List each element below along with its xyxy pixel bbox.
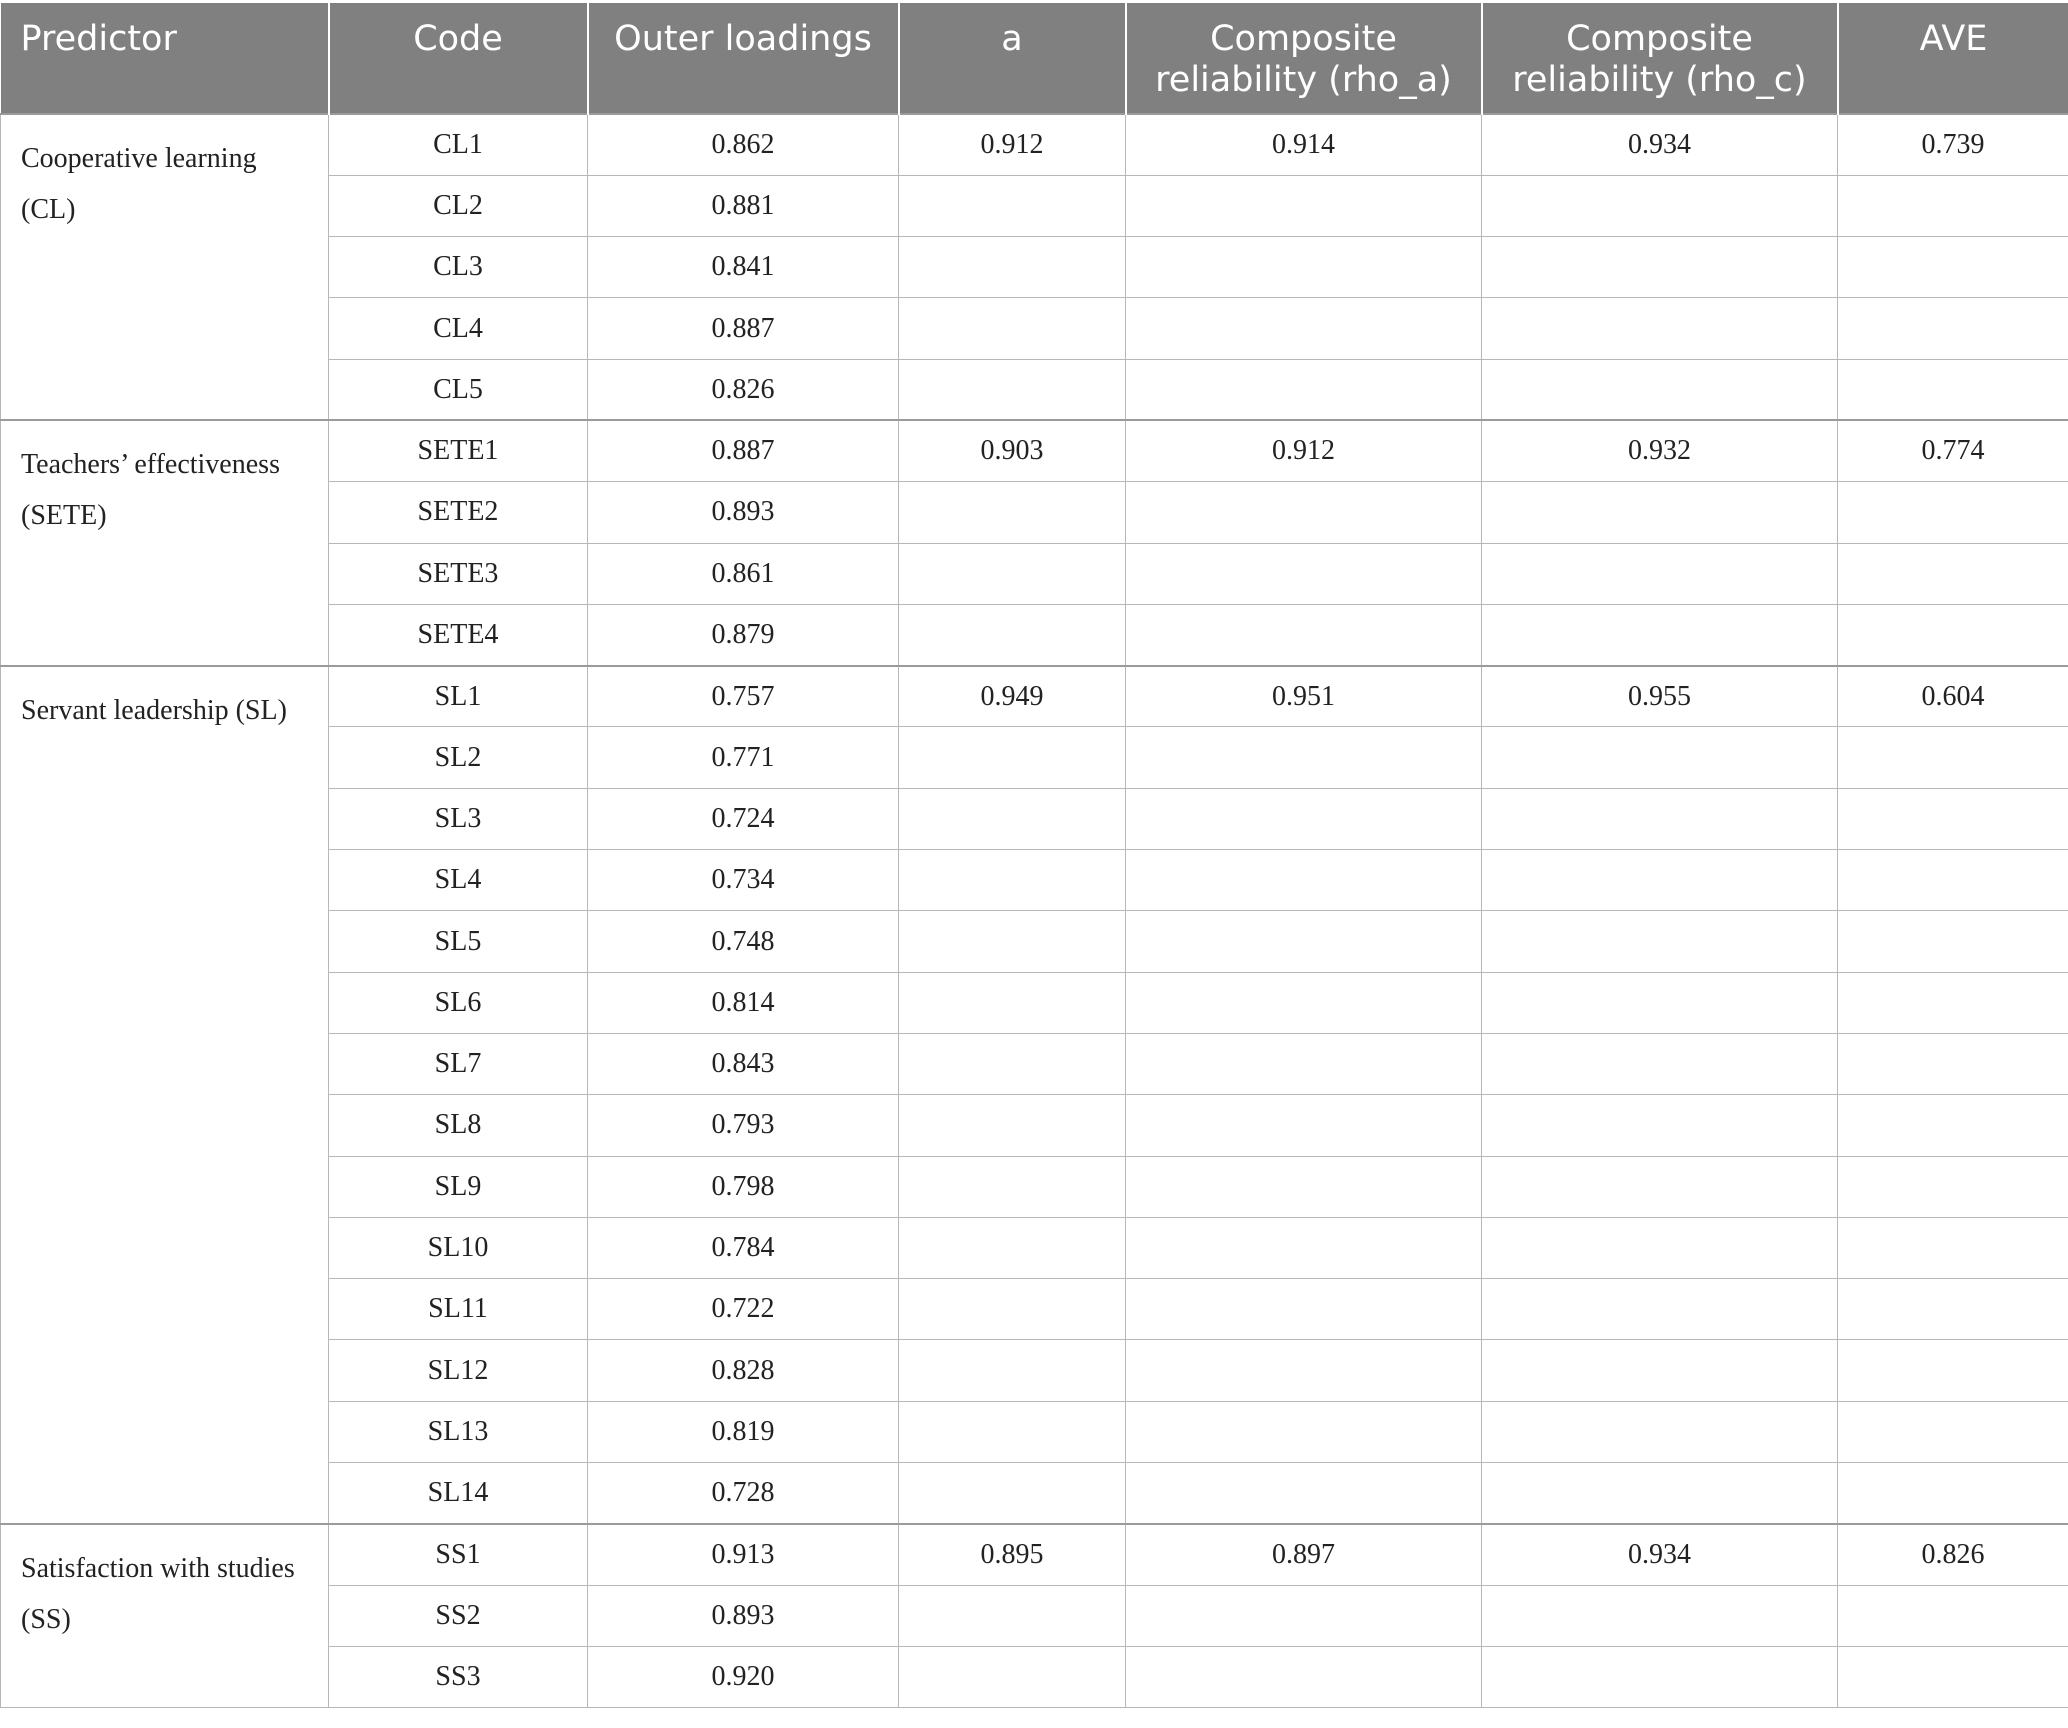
rho-a-cell-empty	[1126, 727, 1482, 788]
predictor-cell: Satisfaction with studies (SS)	[1, 1524, 329, 1708]
ave-cell-empty	[1838, 1646, 2068, 1707]
code-cell: SS1	[329, 1524, 588, 1585]
ave-cell-empty	[1838, 1156, 2068, 1217]
header-row	[1, 3, 2068, 114]
code-cell: SL14	[329, 1463, 588, 1524]
ave-cell: 0.774	[1838, 420, 2068, 481]
outer-loading-cell: 0.757	[588, 666, 899, 727]
ave-cell-empty	[1838, 972, 2068, 1033]
ave-cell: 0.739	[1838, 114, 2068, 175]
header-ave: AVE	[1838, 3, 2068, 114]
outer-loading-cell: 0.734	[588, 850, 899, 911]
ave-cell-empty	[1838, 604, 2068, 665]
rho-c-cell-empty	[1482, 1401, 1838, 1462]
code-cell: SETE4	[329, 604, 588, 665]
rho-a-cell: 0.897	[1126, 1524, 1482, 1585]
alpha-cell-empty	[899, 482, 1126, 543]
outer-loading-cell: 0.861	[588, 543, 899, 604]
alpha-cell-empty	[899, 727, 1126, 788]
outer-loading-cell: 0.920	[588, 1646, 899, 1707]
code-cell: SL12	[329, 1340, 588, 1401]
rho-a-cell-empty	[1126, 1095, 1482, 1156]
code-cell: SS3	[329, 1646, 588, 1707]
outer-loading-cell: 0.748	[588, 911, 899, 972]
alpha-cell-empty	[899, 1463, 1126, 1524]
rho-a-cell-empty	[1126, 1401, 1482, 1462]
outer-loading-cell: 0.893	[588, 482, 899, 543]
alpha-cell: 0.895	[899, 1524, 1126, 1585]
alpha-cell-empty	[899, 850, 1126, 911]
rho-a-cell-empty	[1126, 482, 1482, 543]
rho-c-cell-empty	[1482, 1279, 1838, 1340]
alpha-cell-empty	[899, 911, 1126, 972]
header-rho-a: Composite reliability (rho_a)	[1126, 3, 1482, 114]
alpha-cell-empty	[899, 1401, 1126, 1462]
ave-cell: 0.826	[1838, 1524, 2068, 1585]
rho-c-cell-empty	[1482, 1646, 1838, 1707]
code-cell: CL2	[329, 175, 588, 236]
rho-c-cell-empty	[1482, 359, 1838, 420]
alpha-cell-empty	[899, 1585, 1126, 1646]
ave-cell-empty	[1838, 175, 2068, 236]
outer-loading-cell: 0.843	[588, 1033, 899, 1094]
rho-c-cell-empty	[1482, 1095, 1838, 1156]
rho-a-cell: 0.951	[1126, 666, 1482, 727]
rho-c-cell: 0.934	[1482, 114, 1838, 175]
code-cell: SETE2	[329, 482, 588, 543]
rho-a-cell-empty	[1126, 1463, 1482, 1524]
rho-a-cell: 0.912	[1126, 420, 1482, 481]
rho-c-cell-empty	[1482, 788, 1838, 849]
rho-a-cell-empty	[1126, 911, 1482, 972]
rho-a-cell-empty	[1126, 1033, 1482, 1094]
table-row	[1, 666, 2068, 727]
ave-cell-empty	[1838, 1585, 2068, 1646]
code-cell: SL6	[329, 972, 588, 1033]
alpha-cell-empty	[899, 298, 1126, 359]
ave-cell-empty	[1838, 298, 2068, 359]
outer-loading-cell: 0.819	[588, 1401, 899, 1462]
ave-cell-empty	[1838, 1095, 2068, 1156]
code-cell: SL5	[329, 911, 588, 972]
ave-cell-empty	[1838, 1033, 2068, 1094]
outer-loading-cell: 0.784	[588, 1217, 899, 1278]
rho-a-cell-empty	[1126, 1585, 1482, 1646]
ave-cell-empty	[1838, 1401, 2068, 1462]
rho-c-cell: 0.934	[1482, 1524, 1838, 1585]
alpha-cell-empty	[899, 788, 1126, 849]
outer-loading-cell: 0.798	[588, 1156, 899, 1217]
table-row	[1, 420, 2068, 481]
alpha-cell-empty	[899, 543, 1126, 604]
header-outer-loadings: Outer loadings	[588, 3, 899, 114]
rho-a-cell-empty	[1126, 1340, 1482, 1401]
rho-c-cell-empty	[1482, 604, 1838, 665]
code-cell: SL7	[329, 1033, 588, 1094]
reliability-table	[0, 3, 2068, 1708]
outer-loading-cell: 0.722	[588, 1279, 899, 1340]
header-alpha: a	[899, 3, 1126, 114]
predictor-cell: Teachers’ effectiveness (SETE)	[1, 420, 329, 665]
rho-a-cell-empty	[1126, 543, 1482, 604]
rho-a-cell-empty	[1126, 1279, 1482, 1340]
rho-a-cell-empty	[1126, 972, 1482, 1033]
ave-cell-empty	[1838, 1340, 2068, 1401]
code-cell: CL4	[329, 298, 588, 359]
ave-cell-empty	[1838, 543, 2068, 604]
alpha-cell-empty	[899, 359, 1126, 420]
alpha-cell: 0.912	[899, 114, 1126, 175]
code-cell: SETE1	[329, 420, 588, 481]
code-cell: CL1	[329, 114, 588, 175]
header-predictor: Predictor	[1, 3, 329, 114]
ave-cell-empty	[1838, 1279, 2068, 1340]
ave-cell-empty	[1838, 359, 2068, 420]
rho-c-cell-empty	[1482, 175, 1838, 236]
code-cell: SL9	[329, 1156, 588, 1217]
outer-loading-cell: 0.771	[588, 727, 899, 788]
code-cell: SETE3	[329, 543, 588, 604]
alpha-cell-empty	[899, 1033, 1126, 1094]
rho-c-cell-empty	[1482, 237, 1838, 298]
code-cell: SS2	[329, 1585, 588, 1646]
outer-loading-cell: 0.828	[588, 1340, 899, 1401]
rho-c-cell: 0.932	[1482, 420, 1838, 481]
rho-a-cell: 0.914	[1126, 114, 1482, 175]
rho-c-cell-empty	[1482, 1156, 1838, 1217]
alpha-cell-empty	[899, 1646, 1126, 1707]
outer-loading-cell: 0.826	[588, 359, 899, 420]
predictor-cell: Servant leadership (SL)	[1, 666, 329, 1524]
rho-c-cell-empty	[1482, 727, 1838, 788]
alpha-cell-empty	[899, 1279, 1126, 1340]
code-cell: CL5	[329, 359, 588, 420]
outer-loading-cell: 0.893	[588, 1585, 899, 1646]
ave-cell-empty	[1838, 788, 2068, 849]
code-cell: SL10	[329, 1217, 588, 1278]
rho-a-cell-empty	[1126, 1156, 1482, 1217]
rho-c-cell-empty	[1482, 850, 1838, 911]
outer-loading-cell: 0.881	[588, 175, 899, 236]
header-rho-c: Composite reliability (rho_c)	[1482, 3, 1838, 114]
outer-loading-cell: 0.913	[588, 1524, 899, 1585]
rho-c-cell-empty	[1482, 911, 1838, 972]
code-cell: SL1	[329, 666, 588, 727]
header-code: Code	[329, 3, 588, 114]
alpha-cell-empty	[899, 1217, 1126, 1278]
code-cell: SL8	[329, 1095, 588, 1156]
rho-c-cell: 0.955	[1482, 666, 1838, 727]
outer-loading-cell: 0.728	[588, 1463, 899, 1524]
rho-c-cell-empty	[1482, 298, 1838, 359]
ave-cell-empty	[1838, 1217, 2068, 1278]
alpha-cell: 0.949	[899, 666, 1126, 727]
rho-a-cell-empty	[1126, 359, 1482, 420]
alpha-cell-empty	[899, 1095, 1126, 1156]
rho-c-cell-empty	[1482, 482, 1838, 543]
code-cell: SL4	[329, 850, 588, 911]
outer-loading-cell: 0.887	[588, 420, 899, 481]
outer-loading-cell: 0.887	[588, 298, 899, 359]
alpha-cell-empty	[899, 1340, 1126, 1401]
ave-cell-empty	[1838, 850, 2068, 911]
rho-c-cell-empty	[1482, 1463, 1838, 1524]
alpha-cell-empty	[899, 237, 1126, 298]
rho-c-cell-empty	[1482, 1340, 1838, 1401]
predictor-cell: Cooperative learning (CL)	[1, 114, 329, 420]
outer-loading-cell: 0.862	[588, 114, 899, 175]
code-cell: SL11	[329, 1279, 588, 1340]
rho-a-cell-empty	[1126, 1217, 1482, 1278]
rho-a-cell-empty	[1126, 788, 1482, 849]
code-cell: SL2	[329, 727, 588, 788]
alpha-cell-empty	[899, 604, 1126, 665]
rho-a-cell-empty	[1126, 1646, 1482, 1707]
outer-loading-cell: 0.814	[588, 972, 899, 1033]
table-row	[1, 114, 2068, 175]
rho-a-cell-empty	[1126, 298, 1482, 359]
outer-loading-cell: 0.879	[588, 604, 899, 665]
rho-a-cell-empty	[1126, 237, 1482, 298]
alpha-cell-empty	[899, 1156, 1126, 1217]
ave-cell-empty	[1838, 237, 2068, 298]
rho-a-cell-empty	[1126, 175, 1482, 236]
outer-loading-cell: 0.793	[588, 1095, 899, 1156]
rho-c-cell-empty	[1482, 543, 1838, 604]
ave-cell-empty	[1838, 727, 2068, 788]
outer-loading-cell: 0.724	[588, 788, 899, 849]
ave-cell-empty	[1838, 482, 2068, 543]
rho-c-cell-empty	[1482, 972, 1838, 1033]
code-cell: SL3	[329, 788, 588, 849]
alpha-cell-empty	[899, 175, 1126, 236]
outer-loading-cell: 0.841	[588, 237, 899, 298]
ave-cell-empty	[1838, 911, 2068, 972]
rho-a-cell-empty	[1126, 604, 1482, 665]
ave-cell-empty	[1838, 1463, 2068, 1524]
rho-c-cell-empty	[1482, 1585, 1838, 1646]
table-row	[1, 1524, 2068, 1585]
rho-c-cell-empty	[1482, 1217, 1838, 1278]
alpha-cell-empty	[899, 972, 1126, 1033]
rho-c-cell-empty	[1482, 1033, 1838, 1094]
alpha-cell: 0.903	[899, 420, 1126, 481]
code-cell: CL3	[329, 237, 588, 298]
ave-cell: 0.604	[1838, 666, 2068, 727]
table-body	[1, 114, 2068, 1708]
code-cell: SL13	[329, 1401, 588, 1462]
rho-a-cell-empty	[1126, 850, 1482, 911]
